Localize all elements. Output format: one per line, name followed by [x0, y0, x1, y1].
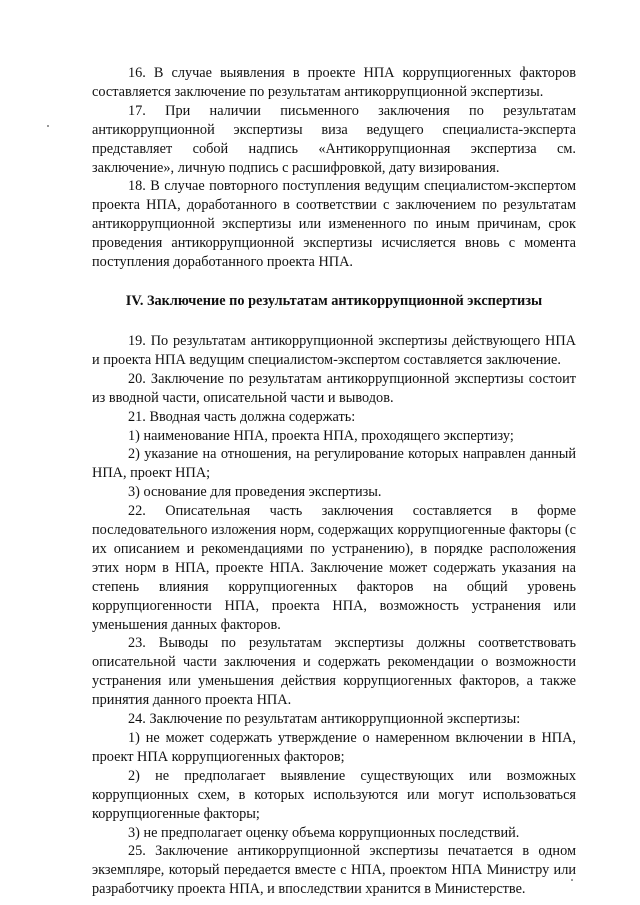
list-item-24-3: 3) не предполагает оценку объема коррупционных последствий.: [128, 824, 520, 841]
paragraph-23: 23. Выводы по результатам экспертизы должны соответствовать описательной части заключения и содержать рекомендации о возможности устранения или уменьшения действия коррупциогенных факторов, а также принятия данного проекта НПА.: [92, 635, 576, 709]
scan-speck: [571, 879, 573, 881]
paragraph-21: 21. Вводная часть должна содержать:: [128, 408, 356, 425]
list-item-21-3: 3) основание для проведения экспертизы.: [128, 484, 382, 501]
paragraph-20: 20. Заключение по результатам антикоррупционной экспертизы состоит из вводной части, описательной части и выводов.: [92, 370, 576, 406]
scan-speck: [47, 125, 49, 127]
paragraph-17: 17. При наличии письменного заключения по результатам антикоррупционной экспертизы виза ведущего специалиста-эксперта представляет собой надпись «Антикоррупционная экспертиза см. заключение», личную подпись с расшифровкой, дату визирования.: [92, 102, 576, 176]
list-item-21-1: 1) наименование НПА, проекта НПА, проходящего экспертизу;: [128, 427, 514, 444]
paragraph-16: 16. В случае выявления в проекте НПА коррупциогенных факторов составляется заключение по результатам антикоррупционной экспертизы.: [92, 65, 576, 100]
paragraph-24: 24. Заключение по результатам антикоррупционной экспертизы:: [128, 711, 521, 728]
list-item-24-2: 2) не предполагает выявление существующих или возможных коррупционных схем, в которых используются или могут использоваться коррупциогенные факторы;: [92, 767, 576, 822]
paragraph-22: 22. Описательная часть заключения составляется в форме последовательного изложения норм, содержащих коррупциогенные факторы (с их описанием и рекомендациями по устранению), в порядке расположения этих норм в НПА, проекте НПА. Заключение может содержать указания на степень влияния коррупциогенных факторов на общий уровень коррупциогенности НПА, проекта НПА, возможность устранения или уменьшения данных факторов.: [92, 503, 576, 633]
paragraph-19: 19. По результатам антикоррупционной экспертизы действующего НПА и проекта НПА ведущим специалистом-экспертом составляется заключение.: [92, 332, 576, 368]
list-item-21-2: 2) указание на отношения, на регулирование которых направлен данный НПА, проект НПА;: [92, 446, 576, 482]
paragraph-25: 25. Заключение антикоррупционной экспертизы печатается в одном экземпляре, который передается вместе с НПА, проектом НПА Министру или разработчику проекта НПА, и впоследствии хранится в Министерстве.: [92, 843, 576, 898]
section-heading: IV. Заключение по результатам антикоррупционной экспертизы: [125, 292, 543, 309]
list-item-24-1: 1) не может содержать утверждение о намеренном включении в НПА, проект НПА коррупциогенных факторов;: [92, 730, 576, 765]
paragraph-18: 18. В случае повторного поступления ведущим специалистом-экспертом проекта НПА, доработанного в соответствии с заключением по результатам антикоррупционной экспертизы или измененного по иным причинам, срок проведения антикоррупционной экспертизы исчисляется вновь с момента поступления доработанного проекта НПА.: [92, 178, 576, 271]
document-body: [92, 64, 576, 899]
